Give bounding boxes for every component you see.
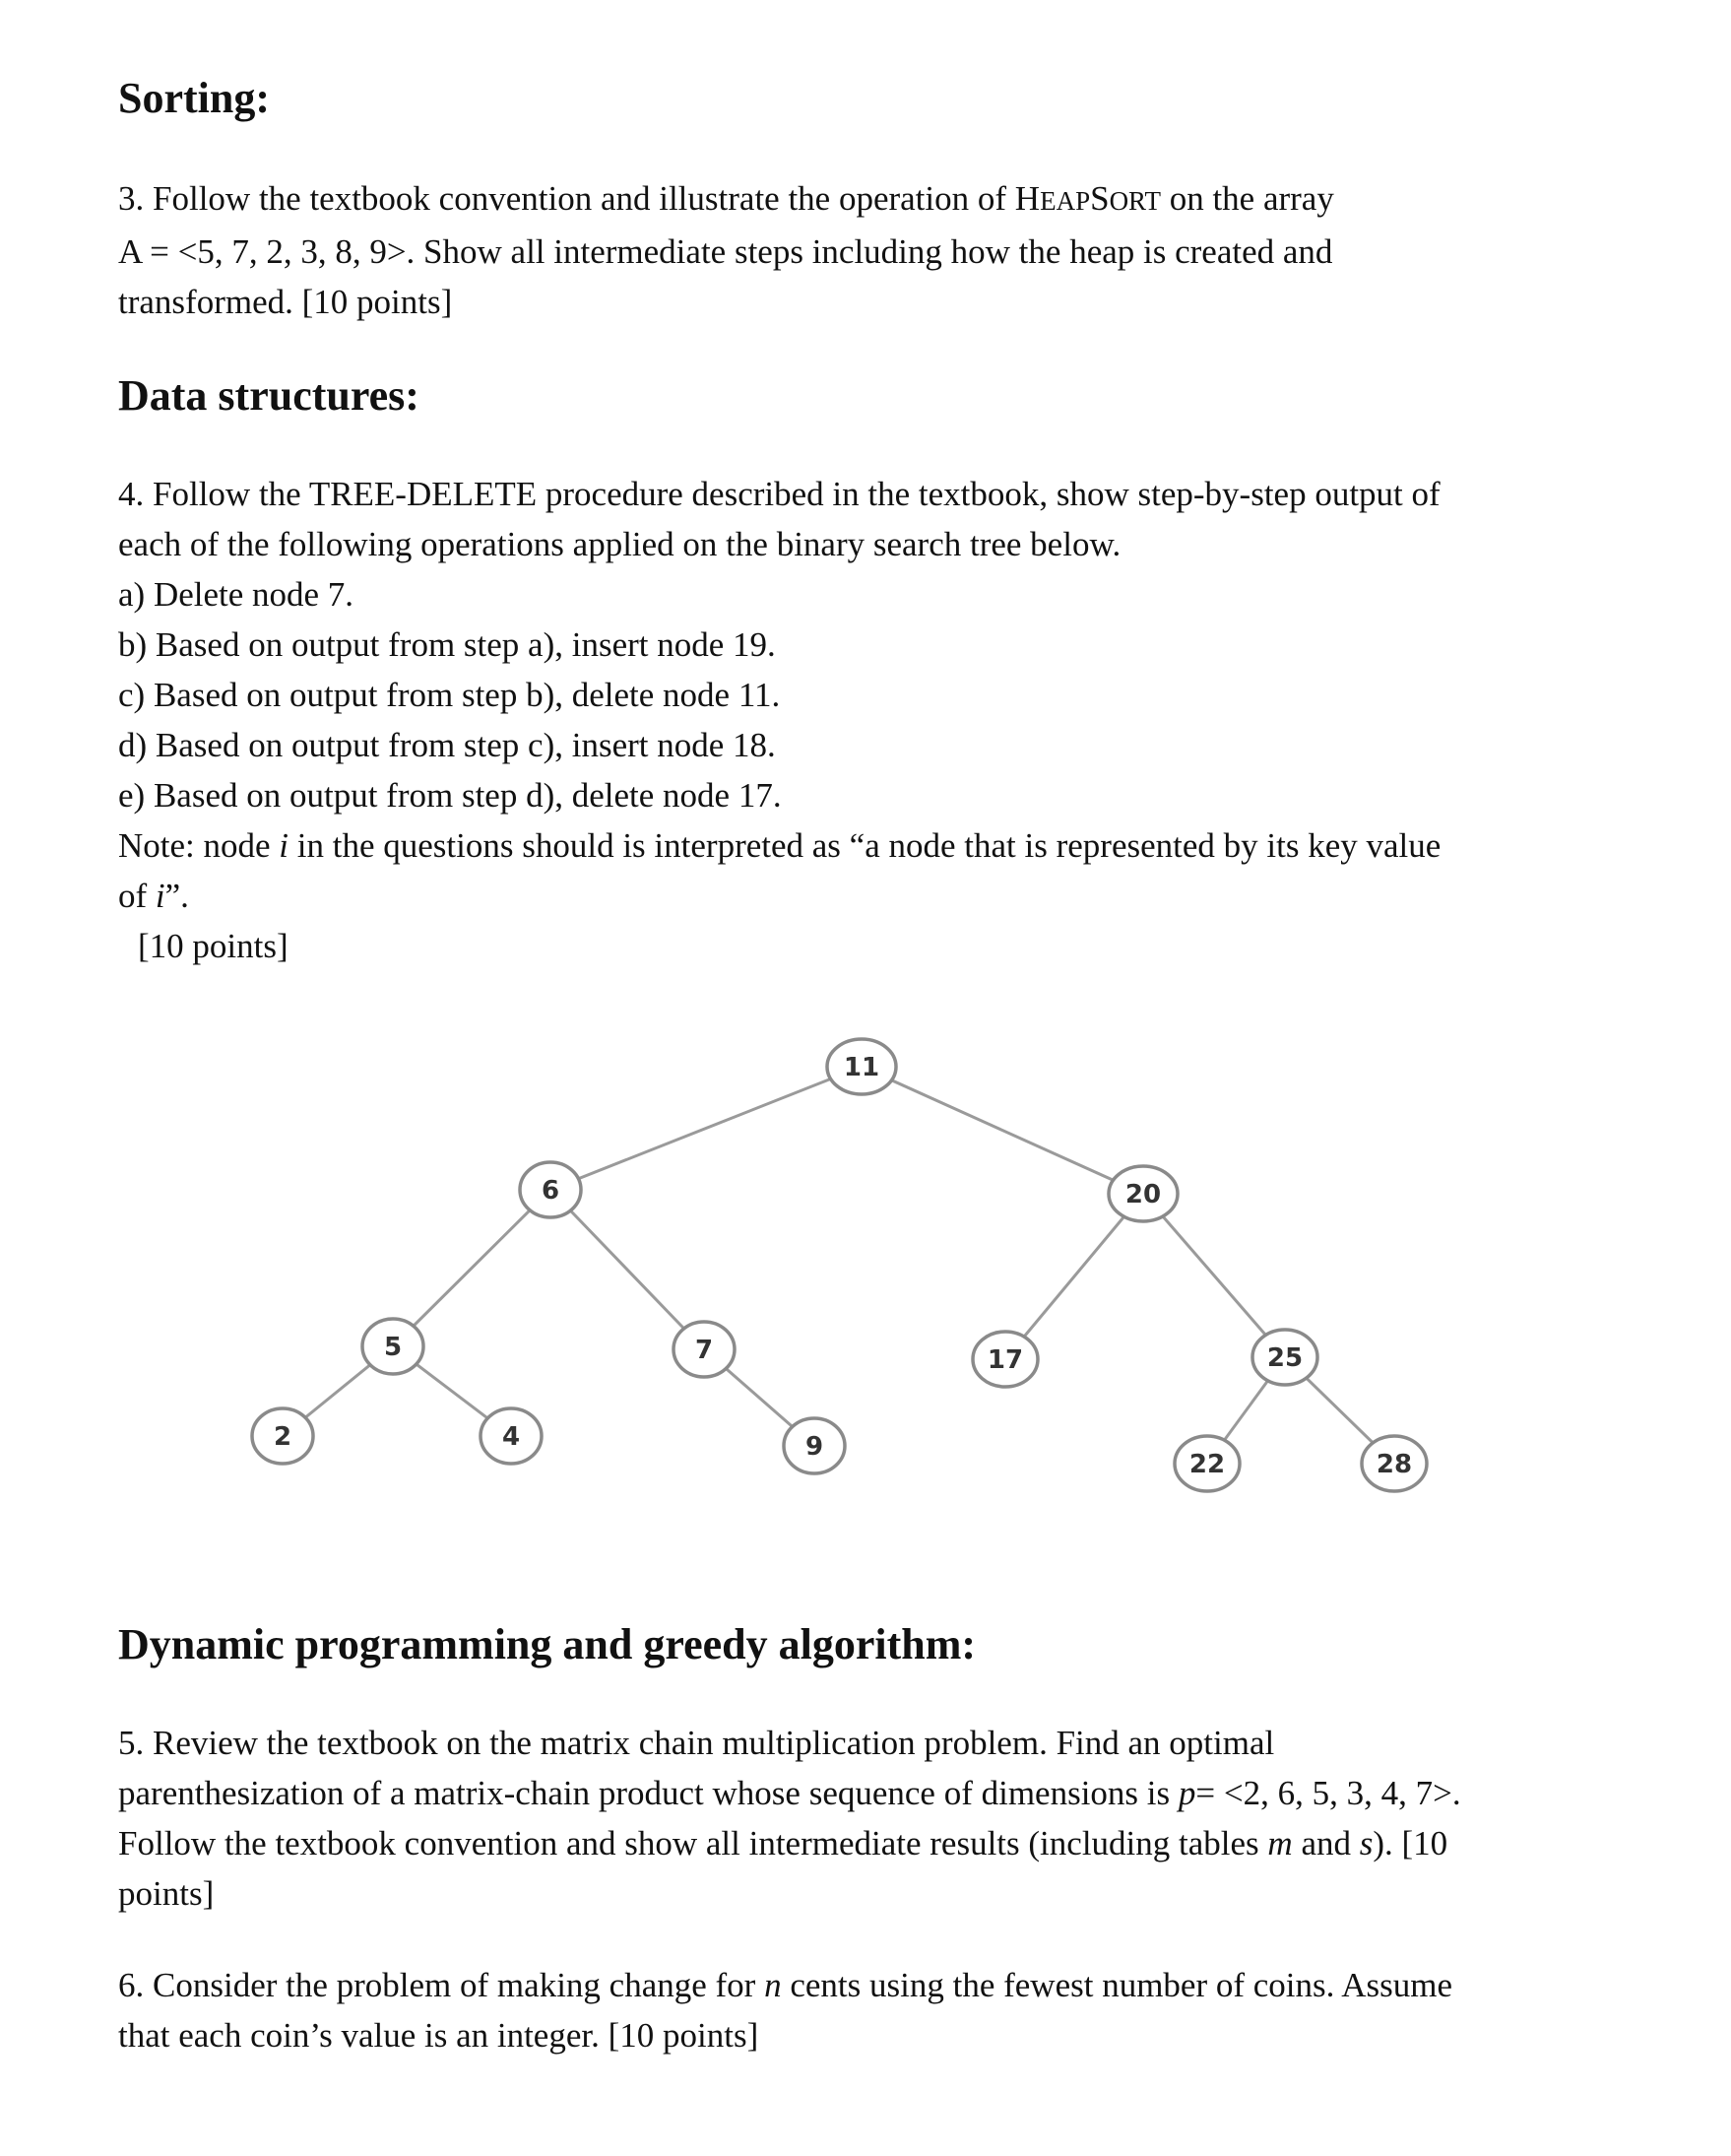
tree-edge-6-7 <box>550 1190 704 1349</box>
question-4-points: [10 points] <box>138 927 288 965</box>
tree-node-label: 11 <box>843 1053 880 1082</box>
question-4-step-c: c) Based on output from step b), delete node 11. <box>118 676 781 714</box>
section-heading-dp-greedy: Dynamic programming and greedy algorithm: <box>118 1620 976 1668</box>
question-5 <box>118 1718 1595 1919</box>
tree-node-9 <box>784 1418 845 1473</box>
section-heading-sorting: Sorting: <box>118 74 270 122</box>
tree-node-label: 7 <box>694 1336 714 1365</box>
question-6 <box>118 1960 1595 2060</box>
question-4-step-a: a) Delete node 7. <box>118 575 354 614</box>
question-4-step-e: e) Based on output from step d), delete node 17. <box>118 776 782 815</box>
tree-node-17 <box>973 1332 1038 1387</box>
heapsort-S: S <box>1090 179 1110 218</box>
note2-text-a: of <box>118 877 156 915</box>
tree-node-7 <box>673 1322 735 1377</box>
tree-node-label: 17 <box>987 1345 1024 1375</box>
note-text-b: in the questions should is interpreted as “a node that is represented by its key value <box>288 826 1442 865</box>
tree-node-label: 9 <box>804 1432 824 1462</box>
tree-node-28 <box>1362 1436 1427 1491</box>
q5-text-c: Follow the textbook convention and show all intermediate results (including tables <box>118 1824 1268 1862</box>
note2-var-i: i <box>155 877 165 915</box>
tree-node-label: 4 <box>501 1422 521 1452</box>
question-5-line-1: 5. Review the textbook on the matrix chain multiplication problem. Find an optimal <box>118 1724 1275 1762</box>
tree-node-11 <box>827 1039 896 1094</box>
question-3-line-2: A = <5, 7, 2, 3, 8, 9>. Show all intermediate steps including how the heap is created and <box>118 232 1333 271</box>
tree-node-22 <box>1175 1436 1240 1491</box>
tree-node-label: 2 <box>273 1422 292 1452</box>
question-5-line-2 <box>118 1768 1595 1818</box>
q3-text-b: on the array <box>1160 179 1334 218</box>
heapsort-ORT: ORT <box>1109 186 1161 216</box>
tree-edge-6-5 <box>393 1190 550 1346</box>
tree-node-label: 20 <box>1124 1180 1162 1209</box>
q5-var-m: m <box>1267 1824 1293 1862</box>
section-heading-data-structures: Data structures: <box>118 371 419 420</box>
tree-node-label: 28 <box>1376 1450 1413 1479</box>
q5-var-s: s <box>1359 1824 1374 1862</box>
tree-edge-20-25 <box>1143 1194 1285 1357</box>
note-text-a: Note: node <box>118 826 280 865</box>
question-4-line-1: 4. Follow the TREE-DELETE procedure described in the textbook, show step-by-step output of <box>118 475 1441 513</box>
q5-text-a: parenthesization of a matrix-chain product whose sequence of dimensions is <box>118 1774 1179 1812</box>
question-3-line-3: transformed. [10 points] <box>118 283 453 321</box>
tree-edges <box>283 1067 1394 1464</box>
heapsort-H: H <box>1014 179 1041 218</box>
tree-node-2 <box>252 1408 313 1464</box>
tree-node-label: 25 <box>1266 1343 1304 1373</box>
note2-text-b: ”. <box>164 877 189 915</box>
note-var-i: i <box>279 826 289 865</box>
q5-text-b: = <2, 6, 5, 3, 4, 7>. <box>1195 1774 1461 1812</box>
tree-node-label: 22 <box>1188 1450 1226 1479</box>
tree-edge-11-20 <box>862 1067 1143 1194</box>
question-5-line-3 <box>118 1818 1595 1868</box>
tree-node-20 <box>1109 1166 1178 1221</box>
tree-node-5 <box>362 1319 423 1374</box>
q5-var-p: p <box>1178 1774 1196 1812</box>
q5-text-and: and <box>1292 1824 1360 1862</box>
tree-edge-20-17 <box>1005 1194 1143 1359</box>
q3-text-a: 3. Follow the textbook convention and illustrate the operation of <box>118 179 1015 218</box>
q6-text-b: cents using the fewest number of coins. Assume <box>781 1966 1452 2004</box>
q5-text-d: ). [10 <box>1373 1824 1448 1862</box>
tree-node-label: 6 <box>541 1176 560 1206</box>
tree-edge-11-6 <box>550 1067 862 1190</box>
tree-node-label: 5 <box>383 1333 403 1362</box>
tree-node-6 <box>520 1162 581 1217</box>
question-4-line-2: each of the following operations applied on the binary search tree below. <box>118 525 1122 563</box>
tree-node-25 <box>1252 1330 1317 1385</box>
question-5-line-4: points] <box>118 1874 215 1913</box>
q6-var-n: n <box>764 1966 782 2004</box>
question-6-line-1 <box>118 1960 1595 2010</box>
question-6-line-2: that each coin’s value is an integer. [10 points] <box>118 2016 759 2055</box>
tree-node-4 <box>481 1408 542 1464</box>
q6-text-a: 6. Consider the problem of making change for <box>118 1966 765 2004</box>
question-4-step-b: b) Based on output from step a), insert node 19. <box>118 625 776 664</box>
heapsort-EAP: EAP <box>1040 186 1091 216</box>
question-4-step-d: d) Based on output from step c), insert node 18. <box>118 726 776 764</box>
